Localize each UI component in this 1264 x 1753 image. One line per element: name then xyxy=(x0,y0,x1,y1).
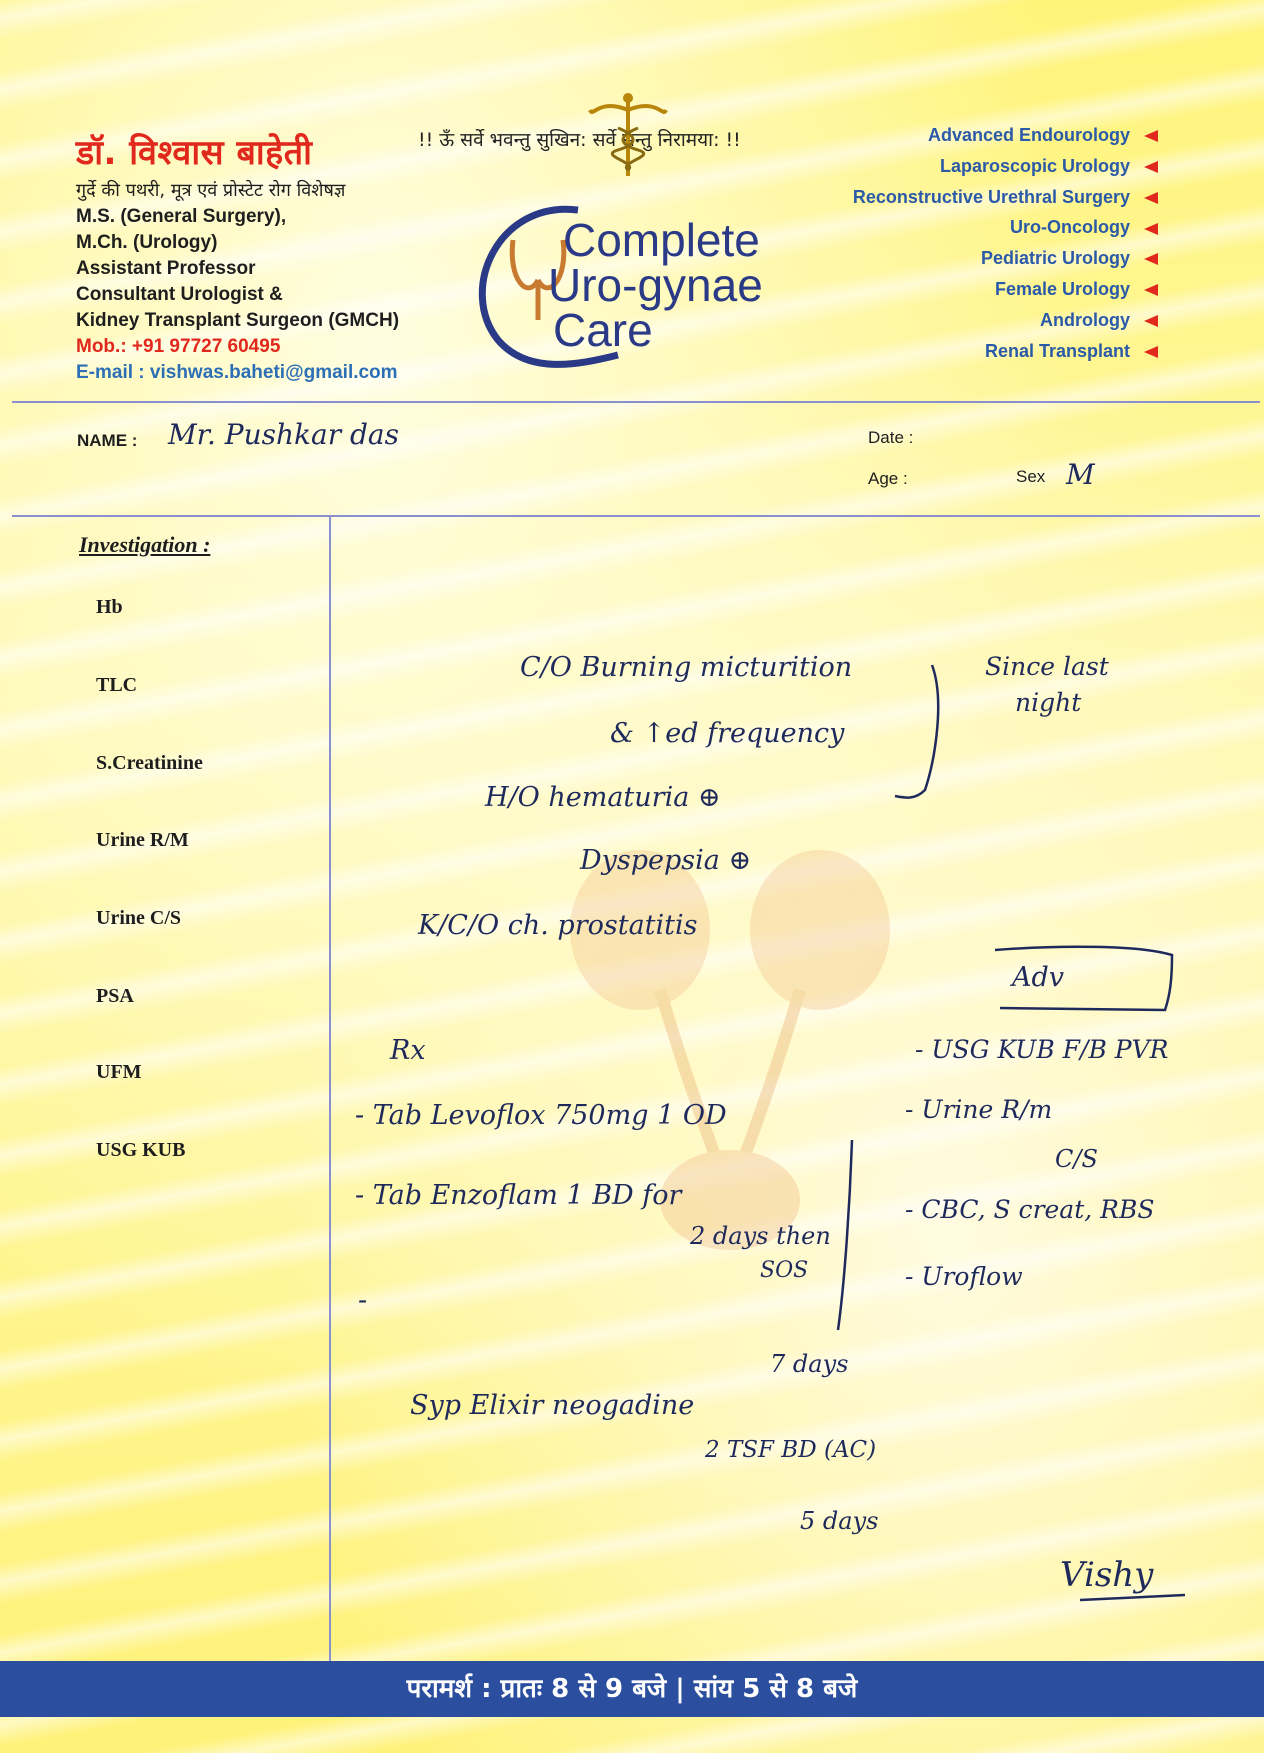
logo-line-2: Uro-gynae xyxy=(548,259,763,311)
known-case-note: K/C/O ch. prostatitis xyxy=(418,910,698,941)
name-label: NAME : xyxy=(77,431,138,450)
history-hematuria: H/O hematuria ⊕ xyxy=(485,782,721,813)
rx-item-1: - Tab Levoflox 750mg 1 OD xyxy=(355,1100,727,1131)
rx-item-2b: 2 days then xyxy=(690,1222,831,1250)
patient-name: Mr. Pushkar das xyxy=(168,418,399,451)
qualification-line-1: M.S. (General Surgery), xyxy=(76,206,287,227)
investigation-item: Hb xyxy=(96,596,123,618)
advice-item-1: - USG KUB F/B PVR xyxy=(915,1035,1169,1064)
investigation-item: USG KUB xyxy=(96,1139,186,1161)
complaint-line-1: C/O Burning micturition xyxy=(520,652,853,683)
specialty-item: Pediatric Urology xyxy=(853,243,1158,274)
specialty-item: Laparoscopic Urology xyxy=(853,151,1158,182)
since-last-note: Since last xyxy=(985,652,1109,681)
investigation-item: Urine C/S xyxy=(96,907,181,929)
specialty-item: Female Urology xyxy=(853,274,1158,305)
logo-line-3: Care xyxy=(553,304,653,356)
history-dyspepsia: Dyspepsia ⊕ xyxy=(580,845,752,876)
advice-heading: Adv xyxy=(1012,962,1065,993)
rx-item-2: - Tab Enzoflam 1 BD for xyxy=(355,1180,682,1211)
rx-item-2c: SOS xyxy=(760,1258,809,1283)
specialty-item: Advanced Endourology xyxy=(853,120,1158,151)
age-label: Age : xyxy=(868,469,908,488)
investigation-item: S.Creatinine xyxy=(96,752,203,774)
rx-duration: 7 days xyxy=(770,1350,849,1378)
sex-label: Sex xyxy=(1016,467,1046,486)
doctor-signature: Vishy xyxy=(1060,1555,1154,1595)
consultation-timing: परामर्श : प्रातः 8 से 9 बजे | सांय 5 से 8 बजे xyxy=(406,1674,858,1704)
rx-item-4b: 2 TSF BD (AC) xyxy=(705,1437,877,1463)
specialty-item: Reconstructive Urethral Surgery xyxy=(853,182,1158,213)
investigation-item: PSA xyxy=(96,985,134,1007)
specialty-hindi: गुर्दे की पथरी, मूत्र एवं प्रोस्टेट रोग विशेषज्ञ xyxy=(76,180,346,201)
night-note: night xyxy=(1015,688,1082,717)
date-label: Date : xyxy=(868,428,914,447)
designation-line-3: Kidney Transplant Surgeon (GMCH) xyxy=(76,310,400,331)
designation-line-2: Consultant Urologist & xyxy=(76,284,283,305)
mobile-number: Mob.: +91 97727 60495 xyxy=(76,336,281,357)
logo-line-1: Complete xyxy=(563,214,760,266)
qualification-line-2: M.Ch. (Urology) xyxy=(76,232,218,253)
designation-line-1: Assistant Professor xyxy=(76,258,256,279)
investigation-item: UFM xyxy=(96,1061,142,1083)
specialty-item: Renal Transplant xyxy=(853,336,1158,367)
investigation-item: Urine R/M xyxy=(96,829,189,851)
specialty-item: Andrology xyxy=(853,305,1158,336)
sex-value: M xyxy=(1066,458,1095,491)
rx-item-4c: 5 days xyxy=(800,1507,879,1535)
rx-item-4: Syp Elixir neogadine xyxy=(410,1390,695,1421)
investigation-item: TLC xyxy=(96,674,138,696)
complaint-line-2: & ↑ed frequency xyxy=(610,718,845,749)
rx-symbol: Rx xyxy=(390,1035,426,1066)
specialty-item: Uro-Oncology xyxy=(853,212,1158,243)
advice-item-2: - Urine R/m xyxy=(905,1095,1053,1124)
doctor-name: डॉ. विश्वास बाहेती xyxy=(76,133,313,173)
email-address: E-mail : vishwas.baheti@gmail.com xyxy=(76,362,398,383)
sanskrit-blessing: !! ऊँ सर्वे भवन्तु सुखिन: सर्वे सन्तु निरामया: !! xyxy=(418,129,741,151)
footer-bar xyxy=(0,1661,1264,1717)
rx-item-3: - xyxy=(358,1285,368,1316)
advice-item-3: - CBC, S creat, RBS xyxy=(905,1195,1155,1224)
advice-item-2b: C/S xyxy=(1055,1145,1098,1173)
investigation-title: Investigation : xyxy=(79,532,211,557)
advice-item-4: - Uroflow xyxy=(905,1262,1023,1291)
